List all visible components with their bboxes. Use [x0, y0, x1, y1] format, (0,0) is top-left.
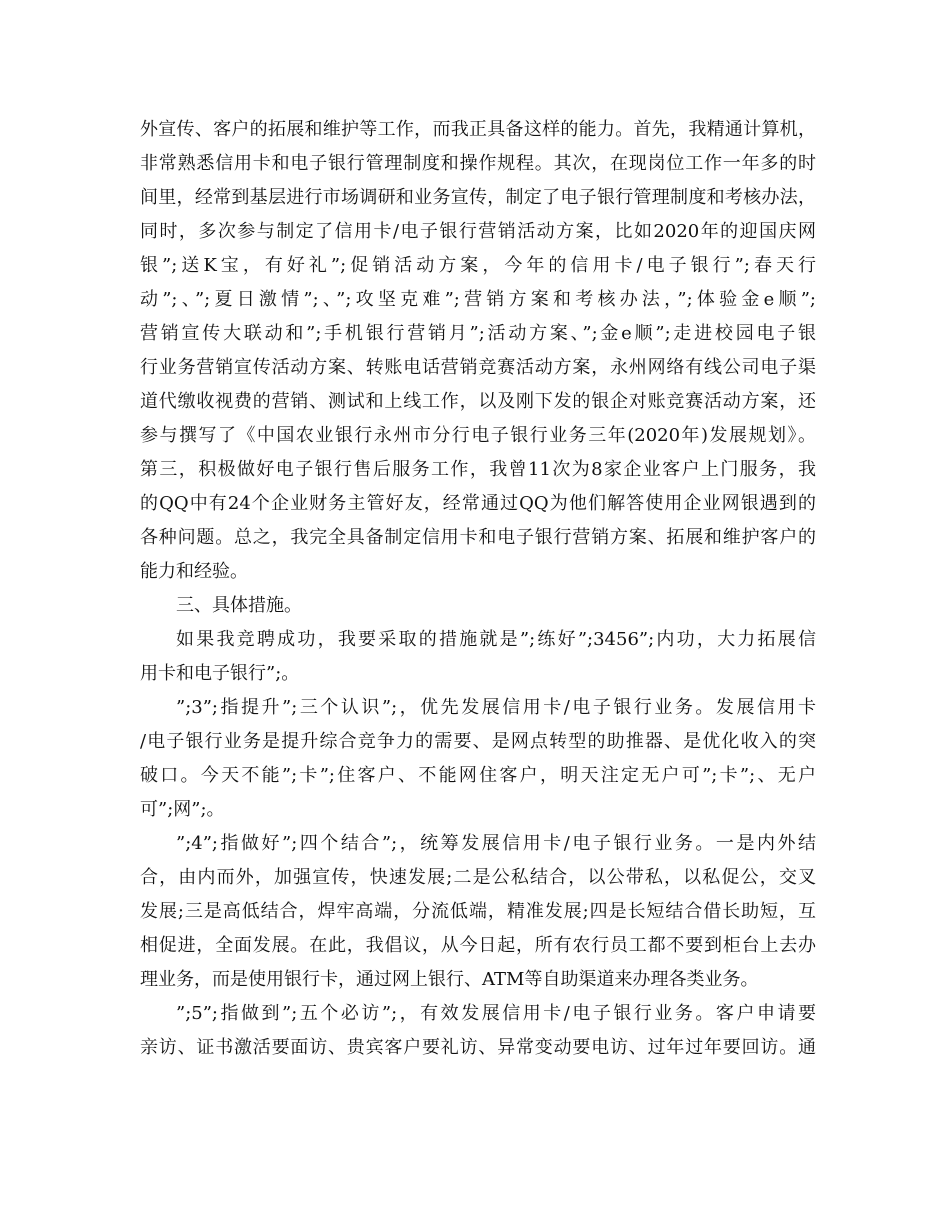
text-line: 同时，多次参与制定了信用卡/电子银行营销活动方案，比如2020年的迎国庆网 — [140, 221, 816, 242]
text-line: 合，由内而外，加强宣传，快速发展;二是公私结合，以公带私，以私促公，交叉 — [140, 867, 816, 888]
text-line: 亲访、证书激活要面访、贵宾客户要礼访、异常变动要电访、过年过年要回访。通 — [140, 1037, 816, 1058]
text-line: ”;4”;指做好”;四个结合”;，统筹发展信用卡/电子银行业务。一是内外结 — [176, 833, 816, 854]
text-line: 第三，积极做好电子银行售后服务工作，我曾11次为8家企业客户上门服务，我 — [140, 459, 816, 480]
text-line: 相促进，全面发展。在此，我倡议，从今日起，所有农行员工都不要到柜台上去办 — [140, 935, 816, 956]
section-heading: 三、具体措施。 — [176, 595, 302, 616]
text-line: 如果我竞聘成功，我要采取的措施就是”;练好”;3456”;内功，大力拓展信 — [176, 629, 816, 650]
text-line: 破口。今天不能”;卡”;住客户、不能网住客户，明天注定无户可”;卡”;、无户 — [140, 765, 816, 786]
document-body — [140, 113, 816, 1065]
text-line: 的QQ中有24个企业财务主管好友，经常通过QQ为他们解答使用企业网银遇到的 — [140, 493, 816, 514]
text-line: ”;3”;指提升”;三个认识”;，优先发展信用卡/电子银行业务。发展信用卡 — [176, 697, 816, 718]
text-line: /电子银行业务是提升综合竞争力的需要、是网点转型的助推器、是优化收入的突 — [140, 731, 816, 752]
text-line: ”;5”;指做到”;五个必访”;，有效发展信用卡/电子银行业务。客户申请要 — [176, 1003, 816, 1024]
text-line: 可”;网”;。 — [140, 799, 225, 820]
text-line: 各种问题。总之，我完全具备制定信用卡和电子银行营销方案、拓展和维护客户的 — [140, 527, 816, 548]
text-line: 参与撰写了《中国农业银行永州市分行电子银行业务三年(2020年)发展规划》。 — [140, 425, 816, 446]
text-line: 外宣传、客户的拓展和维护等工作，而我正具备这样的能力。首先，我精通计算机， — [140, 119, 816, 140]
text-line: 银”;送K宝，有好礼”;促销活动方案，今年的信用卡/电子银行”;春天行 — [140, 255, 816, 276]
text-line: 营销宣传大联动和”;手机银行营销月”;活动方案、”;金e顺”;走进校园电子银 — [140, 323, 816, 344]
text-line: 非常熟悉信用卡和电子银行管理制度和操作规程。其次，在现岗位工作一年多的时 — [140, 153, 816, 174]
text-line: 行业务营销宣传活动方案、转账电话营销竞赛活动方案，永州网络有线公司电子渠 — [140, 357, 816, 378]
text-line: 间里，经常到基层进行市场调研和业务宣传，制定了电子银行管理制度和考核办法， — [140, 187, 816, 208]
text-line: 动”;、”;夏日激情”;、”;攻坚克难”;营销方案和考核办法，”;体验金e顺”; — [140, 289, 816, 310]
text-line: 用卡和电子银行”;。 — [140, 663, 300, 684]
text-line: 道代缴收视费的营销、测试和上线工作，以及刚下发的银企对账竞赛活动方案，还 — [140, 391, 816, 412]
text-line: 理业务，而是使用银行卡，通过网上银行、ATM等自助渠道来办理各类业务。 — [140, 969, 759, 990]
text-line: 发展;三是高低结合，焊牢高端，分流低端，精准发展;四是长短结合借长助短，互 — [140, 901, 816, 922]
text-line: 能力和经验。 — [140, 561, 248, 582]
